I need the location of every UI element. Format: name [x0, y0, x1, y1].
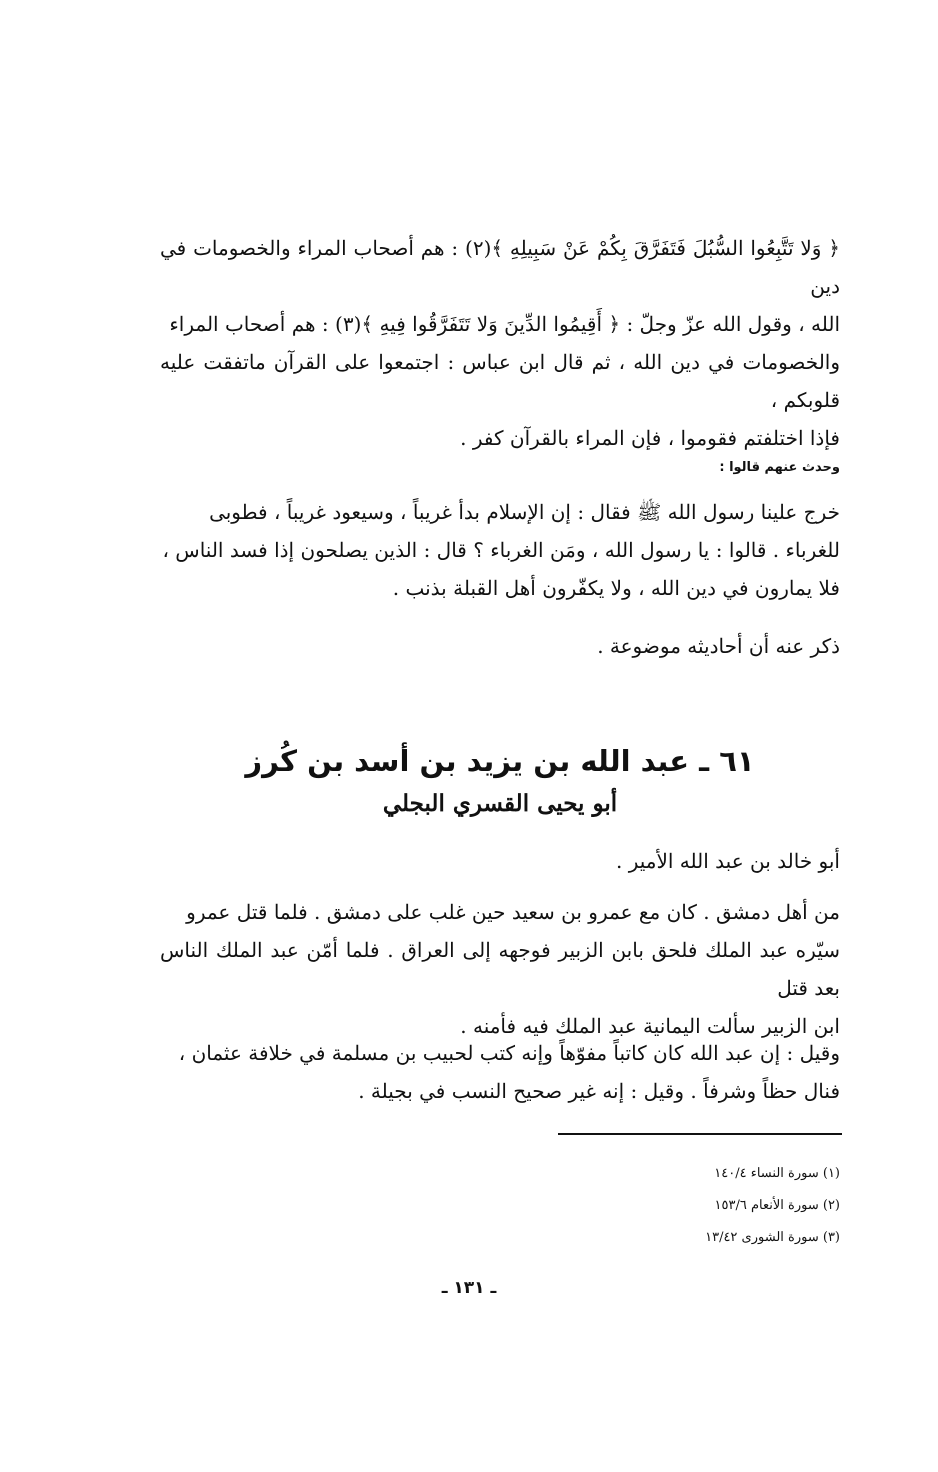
text-line: أبو خالد بن عبد الله الأمير .	[615, 849, 840, 873]
lead-in-text: وحدث عنهم قالوا :	[719, 460, 840, 475]
text-line: فإذا اختلفتم فقوموا ، فإن المراء بالقرآن كفر .	[460, 426, 840, 450]
text-line: ذكر عنه أن أحاديثه موضوعة .	[597, 634, 840, 658]
entry-subtitle: أبو يحيى القسري البجلي	[382, 790, 618, 817]
paragraph-note	[160, 627, 840, 665]
footnote-1: (١) سورة النساء ١٤٠/٤	[714, 1166, 840, 1181]
text-line: وقيل : إن عبد الله كان كاتباً مفوّهاً وإنه كتب لحبيب بن مسلمة في خلافة عثمان ،	[178, 1041, 840, 1065]
footnote-3: (٣) سورة الشورى ١٣/٤٢	[705, 1230, 840, 1245]
paragraph-other-reports	[160, 1034, 840, 1110]
text-line: ﴿ وَلا تَتَّبِعُوا السُّبُلَ فَتَفَرَّقَ بِكُمْ عَنْ سَبِيلِهِ ﴾(٢) : هم أصحاب المراء والخصومات في دين	[160, 236, 840, 298]
page-number: ـ ١٣١ ـ	[441, 1278, 497, 1298]
text-line: الله ، وقول الله عزّ وجلّ : ﴿ أَقِيمُوا الدِّينَ وَلا تَتَفَرَّقُوا فِيهِ ﴾(٣) : هم أصحاب المراء	[169, 312, 840, 336]
paragraph-biography	[160, 893, 840, 1045]
footnotes	[500, 1158, 840, 1254]
paragraph-quran-verses	[160, 229, 840, 457]
text-line: للغرباء . قالوا : يا رسول الله ، ومَن الغرباء ؟ قال : الذين يصلحون إذا فسد الناس ،	[162, 538, 840, 562]
paragraph-kunya	[160, 842, 840, 880]
footnote-2: (٢) سورة الأنعام ١٥٣/٦	[714, 1198, 840, 1213]
text-line: فلا يمارون في دين الله ، ولا يكفّرون أهل القبلة بذنب .	[392, 576, 840, 600]
text-line: ابن الزبير سألت اليمانية عبد الملك فيه فأمنه .	[460, 1014, 840, 1038]
entry-title: ٦١ ـ عبد الله بن يزيد بن أسد بن كُرز	[245, 744, 755, 778]
lead-in	[160, 460, 840, 475]
footnote-divider	[558, 1133, 842, 1135]
text-line: والخصومات في دين الله ، ثم قال ابن عباس : اجتمعوا على القرآن ماتفقت عليه قلوبكم ،	[160, 350, 840, 412]
text-line: سيّره عبد الملك فلحق بابن الزبير فوجهه إلى العراق . فلما أمّن عبد الملك الناس بعد قتل	[160, 938, 840, 1000]
text-line: خرج علينا رسول الله ﷺ فقال : إن الإسلام بدأ غريباً ، وسيعود غريباً ، فطوبى	[209, 500, 840, 524]
text-line: من أهل دمشق . كان مع عمرو بن سعيد حين غلب على دمشق . فلما قتل عمرو	[186, 900, 840, 924]
text-line: فنال حظاً وشرفاً . وقيل : إنه غير صحيح النسب في بجيلة .	[358, 1079, 840, 1103]
paragraph-hadith	[160, 493, 840, 607]
